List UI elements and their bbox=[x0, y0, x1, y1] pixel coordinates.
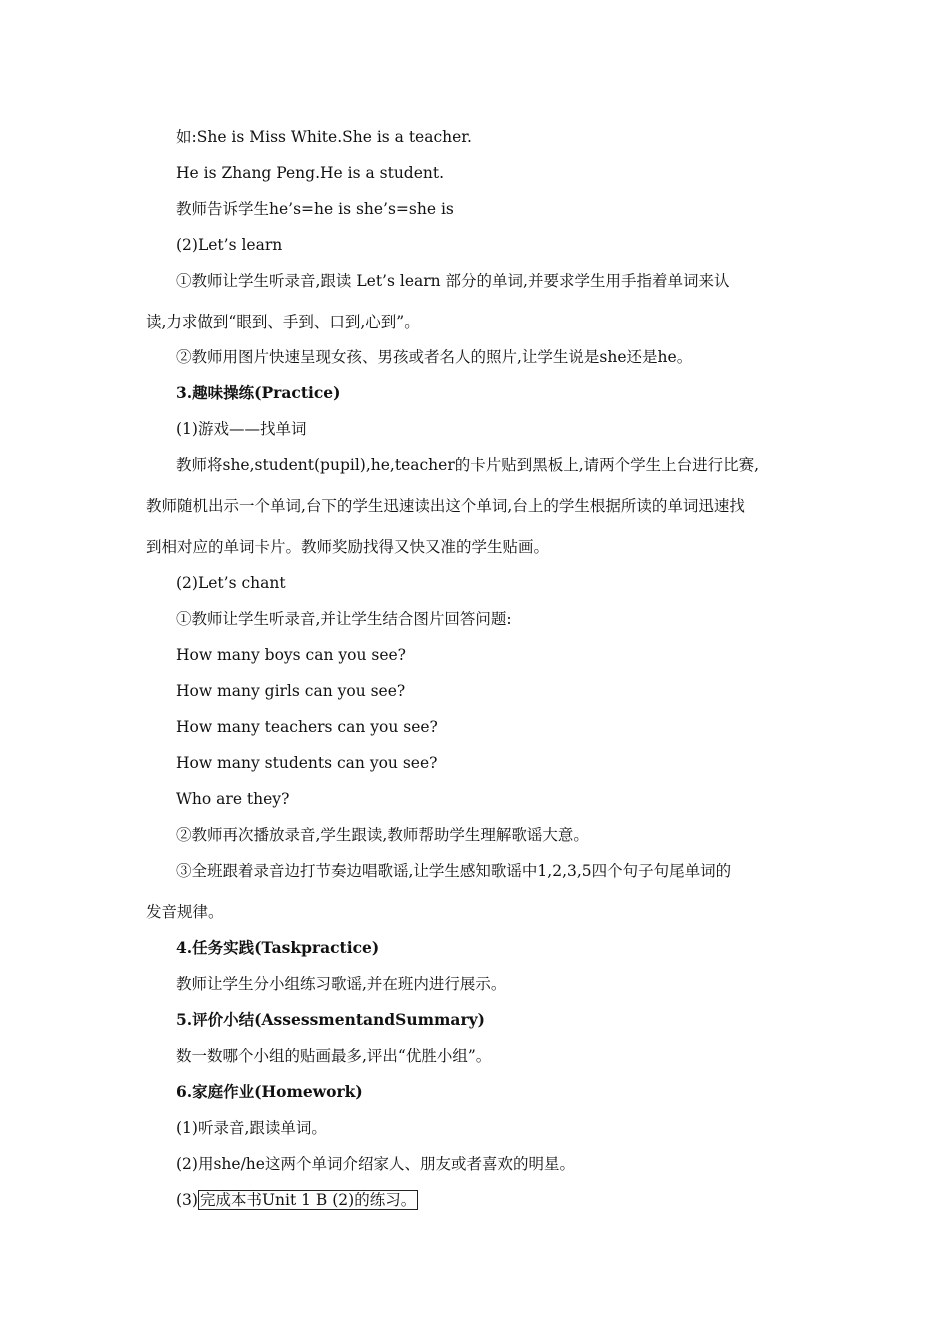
section-heading: 6.家庭作业(Homework) bbox=[176, 1082, 363, 1101]
text-line: 读,力求做到“眼到、手到、口到,心到”。 bbox=[146, 313, 420, 331]
list-number: (3) bbox=[176, 1191, 198, 1209]
text-line: He is Zhang Peng.He is a student. bbox=[176, 164, 445, 182]
section-heading: 3.趣味操练(Practice) bbox=[176, 383, 341, 402]
text-line: ②教师再次播放录音,学生跟读,教师帮助学生理解歌谣大意。 bbox=[176, 826, 589, 844]
text-line: How many students can you see? bbox=[176, 754, 438, 772]
text-line: 教师将she,student(pupil),he,teacher的卡片贴到黑板上,请两个学生上台进行比赛, bbox=[176, 456, 760, 474]
text-line: 教师让学生分小组练习歌谣,并在班内进行展示。 bbox=[176, 975, 507, 993]
text-line: (2)Let’s learn bbox=[176, 236, 283, 254]
text-line: How many girls can you see? bbox=[176, 682, 406, 700]
text-line: (1)听录音,跟读单词。 bbox=[176, 1119, 327, 1137]
text-line: (1)游戏——找单词 bbox=[176, 420, 307, 438]
text-line: Who are they? bbox=[176, 790, 290, 808]
text-line: 到相对应的单词卡片。教师奖励找得又快又准的学生贴画。 bbox=[146, 538, 550, 556]
section-heading: 4.任务实践(Taskpractice) bbox=[176, 938, 380, 957]
text-line: (2)用she/he这两个单词介绍家人、朋友或者喜欢的明星。 bbox=[176, 1155, 575, 1173]
text-line: ③全班跟着录音边打节奏边唱歌谣,让学生感知歌谣中1,2,3,5四个句子句尾单词的 bbox=[176, 862, 732, 880]
text-line: ②教师用图片快速呈现女孩、男孩或者名人的照片,让学生说是she还是he。 bbox=[176, 348, 693, 366]
text-line: ①教师让学生听录音,并让学生结合图片回答问题: bbox=[176, 610, 512, 628]
text-line: 教师随机出示一个单词,台下的学生迅速读出这个单词,台上的学生根据所读的单词迅速找 bbox=[146, 497, 745, 515]
text-line: 如:She is Miss White.She is a teacher. bbox=[176, 128, 472, 146]
text-line: 教师告诉学生he’s=he is she’s=she is bbox=[176, 200, 454, 218]
text-line: 数一数哪个小组的贴画最多,评出“优胜小组”。 bbox=[176, 1047, 492, 1065]
text-line bbox=[176, 1190, 418, 1210]
highlighted-text: 完成本书Unit 1 B (2)的练习。 bbox=[199, 1191, 417, 1209]
text-line: 发音规律。 bbox=[146, 903, 224, 921]
section-heading: 5.评价小结(AssessmentandSummary) bbox=[176, 1010, 485, 1029]
text-line: ①教师让学生听录音,跟读 Let’s learn 部分的单词,并要求学生用手指着单词来认 bbox=[176, 272, 730, 290]
text-line: (2)Let’s chant bbox=[176, 574, 286, 592]
text-line: How many teachers can you see? bbox=[176, 718, 438, 736]
text-line: How many boys can you see? bbox=[176, 646, 406, 664]
